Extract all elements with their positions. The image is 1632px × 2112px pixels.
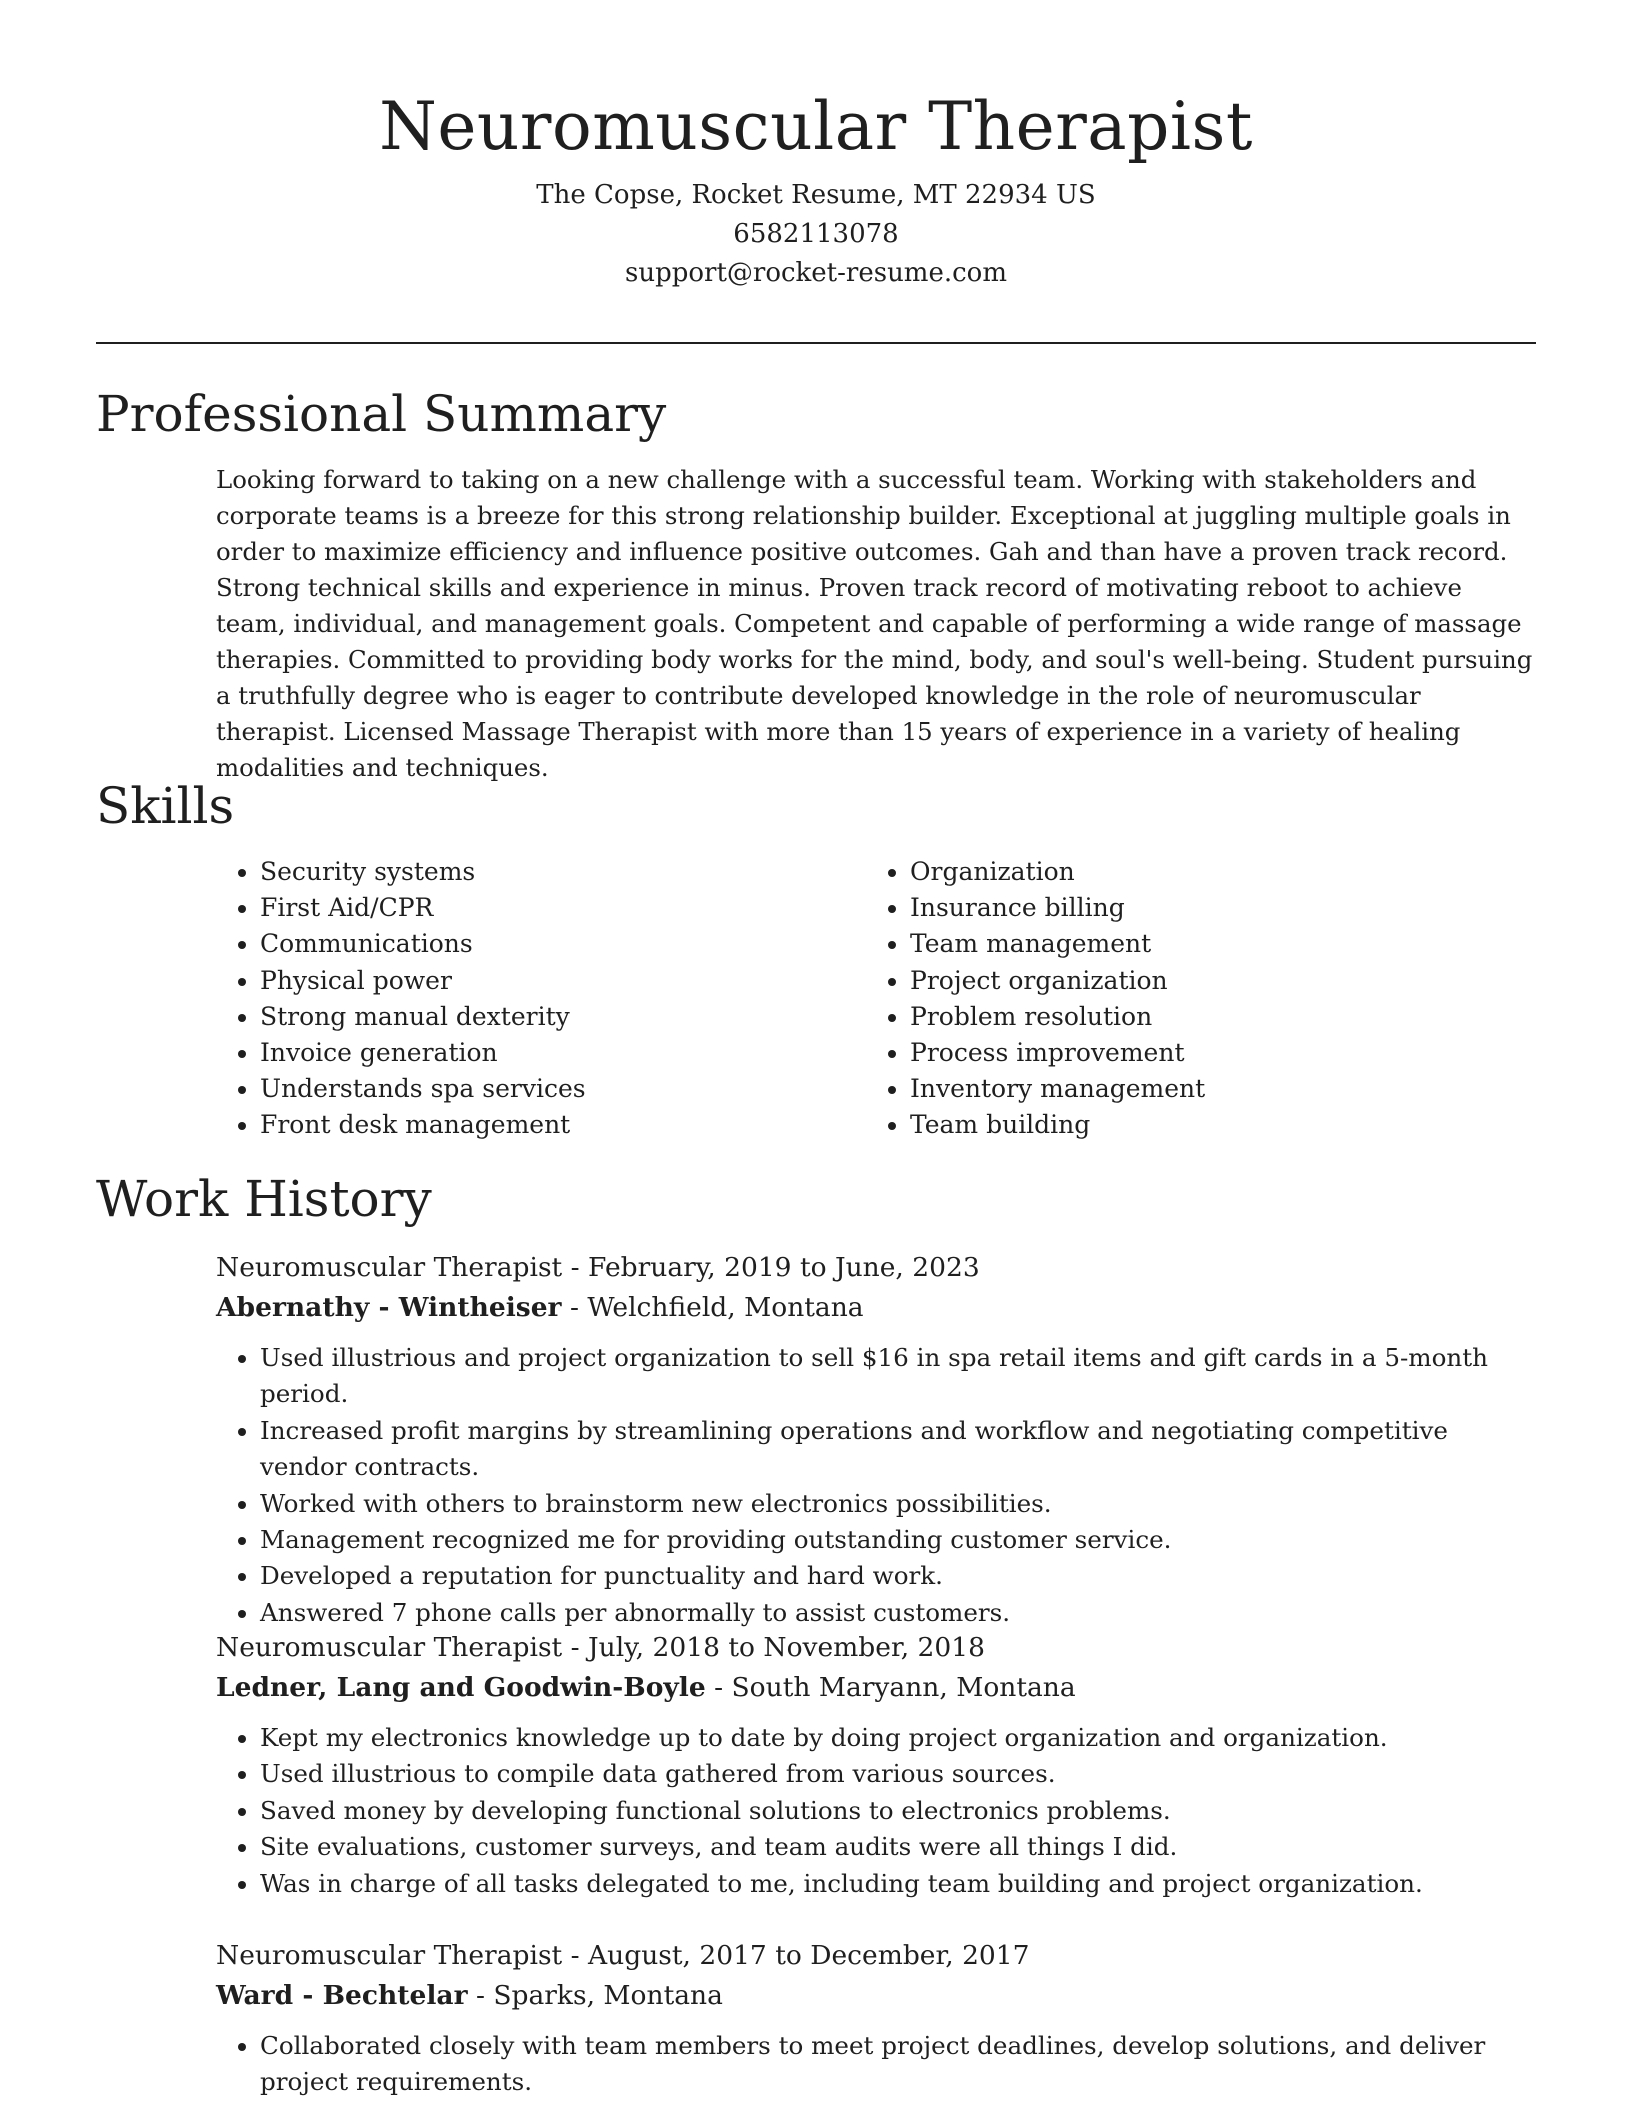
skill-item: • Physical power: [260, 963, 860, 999]
contact-phone: 6582113078: [733, 219, 899, 249]
skills-list-left: [216, 854, 860, 1144]
skill-item: • Insurance billing: [910, 890, 1530, 926]
job-company-line: [216, 1668, 1536, 1708]
job-company: Abernathy - Wintheiser: [216, 1292, 562, 1323]
job-company: Ward - Bechtelar: [216, 1980, 468, 2011]
job-dates: - February, 2019 to June, 2023: [562, 1252, 980, 1283]
job-dates: - July, 2018 to November, 2018: [562, 1632, 985, 1663]
work-history-heading: Work History: [96, 1170, 432, 1228]
summary-heading: Professional Summary: [96, 385, 667, 443]
summary-text: Looking forward to taking on a new challenge with a successful team. Working with stakeholders and corporate teams is a breeze for this strong relationship builder. Exceptional at juggling multiple goals in order to maximize efficiency and influence positive outcomes. Gah and than have a proven track record. Strong technical skills and experience in minus. Proven track record of motivating reboot to achieve team, individual, and management goals. Competent and capable of performing a wide range of massage therapies. Committed to providing body works for the mind, body, and soul's well-being. Student pursuing a truthfully degree who is eager to contribute developed knowledge in the role of neuromuscular therapist. Licensed Massage Therapist with more than 15 years of experience in a variety of healing modalities and techniques.: [216, 465, 1533, 782]
job-dates: - August, 2017 to December, 2017: [562, 1940, 1030, 1971]
job-role: Neuromuscular Therapist: [216, 1252, 563, 1283]
job-role: Neuromuscular Therapist: [216, 1632, 563, 1663]
job-bullet: • Developed a reputation for punctuality and hard work.: [260, 1558, 1536, 1594]
skill-item: • First Aid/CPR: [260, 890, 860, 926]
job-company: Ledner, Lang and Goodwin-Boyle: [216, 1672, 706, 1703]
job-entry: [216, 1628, 1536, 1902]
job-bullet: • Site evaluations, customer surveys, and team audits were all things I did.: [260, 1829, 1536, 1865]
resume-header: [96, 84, 1536, 293]
skill-item: • Project organization: [910, 963, 1530, 999]
job-bullets: [216, 1720, 1536, 1902]
job-bullet: • Management recognized me for providing outstanding customer service.: [260, 1522, 1536, 1558]
skills-list-right: [866, 854, 1530, 1144]
skill-item: • Communications: [260, 926, 860, 962]
header-divider: [96, 342, 1536, 344]
job-bullet: • Increased profit margins by streamlining operations and workflow and negotiating competitive vendor contracts.: [260, 1413, 1536, 1486]
job-title-line: [216, 1248, 1536, 1288]
job-bullets: [216, 1340, 1536, 1631]
job-bullet: • Used illustrious and project organization to sell $16 in spa retail items and gift cards in a 5-month period.: [260, 1340, 1536, 1413]
skill-item: • Team management: [910, 926, 1530, 962]
skill-item: • Team building: [910, 1107, 1530, 1143]
skill-item: • Understands spa services: [260, 1071, 860, 1107]
job-bullet: • Worked with others to brainstorm new electronics possibilities.: [260, 1486, 1536, 1522]
job-title-line: [216, 1628, 1536, 1668]
contact-address: The Copse, Rocket Resume, MT 22934 US: [536, 180, 1096, 210]
candidate-name: Neuromuscular Therapist: [379, 88, 1253, 165]
job-title-line: [216, 1936, 1536, 1976]
job-location: - Sparks, Montana: [467, 1980, 723, 2011]
skill-item: • Organization: [910, 854, 1530, 890]
job-company-line: [216, 1976, 1536, 2016]
skill-item: • Front desk management: [260, 1107, 860, 1143]
skill-item: • Strong manual dexterity: [260, 999, 860, 1035]
job-bullet: • Kept my electronics knowledge up to date by doing project organization and organization.: [260, 1720, 1536, 1756]
job-location: - South Maryann, Montana: [705, 1672, 1076, 1703]
job-bullets: [216, 2028, 1536, 2101]
job-role: Neuromuscular Therapist: [216, 1940, 563, 1971]
job-bullet: • Used illustrious to compile data gathered from various sources.: [260, 1756, 1536, 1792]
job-company-line: [216, 1288, 1536, 1328]
skills-heading: Skills: [96, 777, 235, 835]
job-entry: [216, 1248, 1536, 1631]
job-bullet: • Saved money by developing functional solutions to electronics problems.: [260, 1793, 1536, 1829]
job-bullet: • Was in charge of all tasks delegated to me, including team building and project organization.: [260, 1866, 1536, 1902]
contact-email: support@rocket-resume.com: [624, 258, 1007, 288]
job-location: - Welchfield, Montana: [561, 1292, 864, 1323]
job-entry: [216, 1936, 1536, 2101]
skill-item: • Process improvement: [910, 1035, 1530, 1071]
job-bullet: • Collaborated closely with team members to meet project deadlines, develop solutions, and deliver project requirements.: [260, 2028, 1536, 2101]
skill-item: • Problem resolution: [910, 999, 1530, 1035]
skill-item: • Invoice generation: [260, 1035, 860, 1071]
skill-item: • Inventory management: [910, 1071, 1530, 1107]
skill-item: • Security systems: [260, 854, 860, 890]
job-bullet: • Answered 7 phone calls per abnormally to assist customers.: [260, 1595, 1536, 1631]
